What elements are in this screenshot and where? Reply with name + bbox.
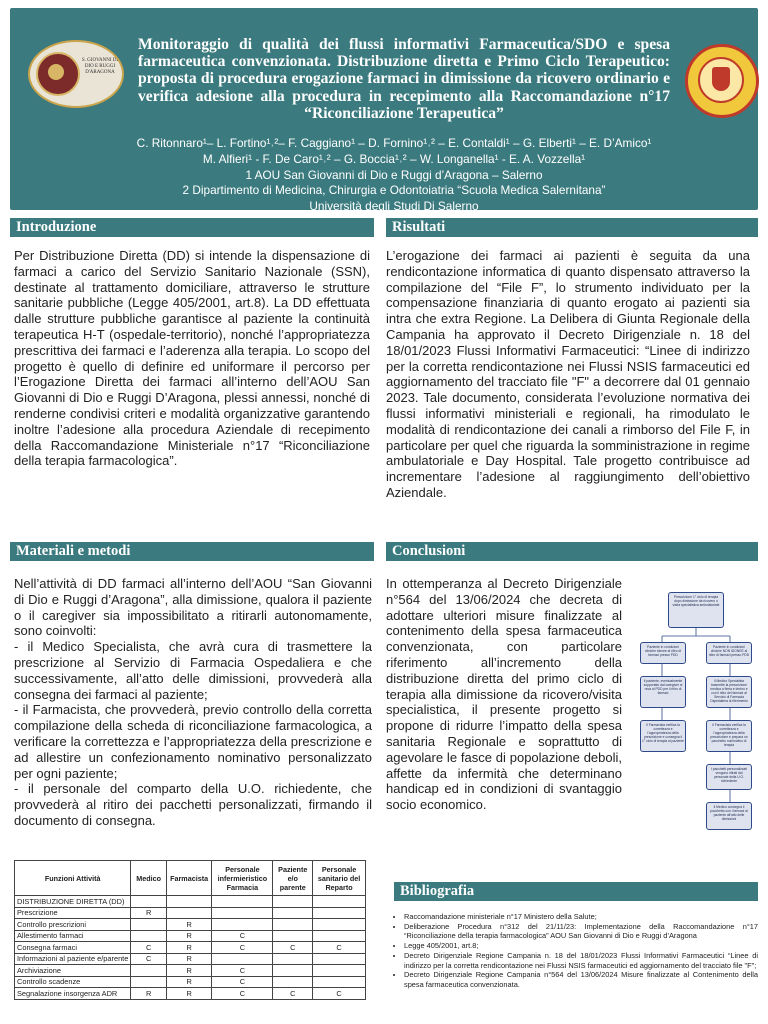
bibliography-item: • Legge 405/2001, art.8; bbox=[404, 941, 758, 951]
flowchart-node: Prescrizione 1° ciclo di terapia dopo dimissione da ricovero o visita specialistica ambulatoriale bbox=[668, 592, 724, 628]
role-cell bbox=[313, 896, 366, 908]
bibliography-item: • Decreto Dirigenziale Regione Campania n°564 del 13/06/2024 Misure finalizzate al Contenimento della spesa farmaceutica convenzionata. bbox=[404, 970, 758, 989]
role-cell bbox=[313, 965, 366, 977]
authors-block bbox=[90, 136, 698, 215]
section-heading-bibliografia: Bibliografia bbox=[394, 882, 758, 901]
role-cell: C bbox=[313, 988, 366, 1000]
column-header: Paziente e/o parente bbox=[273, 861, 313, 896]
flowchart-node: Il paziente, eventualmente supportato dal caregiver si reca al PDD per il ritiro di farmaci bbox=[640, 676, 686, 708]
role-cell bbox=[131, 965, 167, 977]
bibliography-list bbox=[394, 912, 758, 990]
flowchart-node: Il Farmacista verifica la correttezza e l’appropriatezza della prescrizione e consegna il 1° ciclo di terapia al paziente bbox=[640, 720, 686, 752]
bibliography-item: • Deliberazione Procedura n°312 del 21/11/23: Implementazione della Raccomandazione n°17 “Riconciliazione della terapia farmacologica” AOU San Giovanni di Dio e Ruggi d’Aragona bbox=[404, 922, 758, 941]
role-cell: R bbox=[166, 930, 211, 942]
affiliation: 1 AOU San Giovanni di Dio e Ruggi d’Aragona – Salerno bbox=[245, 167, 543, 182]
role-cell bbox=[313, 907, 366, 919]
responsibility-table bbox=[14, 860, 366, 1000]
paragraph: In ottemperanza al Decreto Dirigenziale n°564 del 13/06/2024 che decreta di adottare ulteriori misure finalizzate al contenimento della spesa farmaceutica convenzionata, con particolare riferimento all’incremento della distribuzione diretta del primo ciclo di terapia alla dimissione da ricovero/visita specialistica, il presente progetto si propone di ridurre l’impatto della spesa sanitaria Regionale e soprattutto di agevolare le fasce di popolazione deboli, affette da infermità che determinano handicap ed in condizioni di svantaggio socio economico. bbox=[386, 576, 622, 813]
conclusioni-text bbox=[386, 576, 622, 813]
column-header: Farmacista bbox=[166, 861, 211, 896]
paragraph: Per Distribuzione Diretta (DD) si intende la dispensazione di farmaci a carico del Servizio Sanitario Nazionale (SSN), destinate al trattamento domiciliare, attraverso le strutture sanitarie pubbliche (Legge 405/2001, art.8). La DD effettuata dalle strutture pubbliche garantisce al paziente la continuità terapeutica H-T (ospedale-territorio), nonché l’appropriatezza prescrittiva dei farmaci e l’aderenza alla terapia. Lo scopo del progetto è quello di definire ed uniformare il percorso per l’Erogazione Diretta dei farmaci all’interno dell’AOU San Giovanni di Dio e Ruggi D’Aragona, plessi annessi, nonché di renderne condivisi criteri e modalità organizzative garantendo inoltre l’adesione alla procedura Aziendale di recepimento della Raccomandazione Ministeriale n°17 “Riconciliazione della terapia farmacologica”. bbox=[14, 248, 370, 469]
role-cell bbox=[131, 896, 167, 908]
hospital-seal-icon bbox=[36, 52, 80, 96]
role-cell bbox=[313, 930, 366, 942]
section-heading-introduzione: Introduzione bbox=[10, 218, 374, 237]
activity-cell: Allestimento farmaci bbox=[15, 930, 131, 942]
role-cell bbox=[212, 919, 273, 931]
hospital-logo bbox=[28, 40, 124, 108]
table-row bbox=[15, 942, 366, 954]
procedure-flowchart bbox=[640, 588, 752, 854]
role-cell bbox=[273, 930, 313, 942]
activity-cell: Controllo prescrizioni bbox=[15, 919, 131, 931]
role-cell: C bbox=[131, 942, 167, 954]
role-cell: R bbox=[131, 988, 167, 1000]
role-cell: C bbox=[212, 965, 273, 977]
authors-line: M. Alfieri¹ - F. De Caro¹˒² – G. Boccia¹˒² – W. Longanella¹ - E. A. Vozzella¹ bbox=[202, 151, 586, 166]
activity-cell: DISTRIBUZIONE DIRETTA (DD) bbox=[15, 896, 131, 908]
poster-header bbox=[10, 8, 758, 214]
role-cell: C bbox=[273, 988, 313, 1000]
flowchart-node: Il Medico Specialista trasmette la prescrizione medica a firma e timbro e con il ritiro del farmaci al Servizio di Farmacia Ospedaliera di riferimento bbox=[706, 676, 752, 708]
activity-cell: Consegna farmaci bbox=[15, 942, 131, 954]
role-cell bbox=[131, 919, 167, 931]
role-cell: C bbox=[131, 953, 167, 965]
bibliography-item: • Raccomandazione ministeriale n°17 Ministero della Salute; bbox=[404, 912, 758, 922]
bibliography-item: • Decreto Dirigenziale Regione Campania n. 18 del 18/01/2023 Flussi Informativi Farmaceutici “Linee di indirizzo per la corretta rendicontazione nei Flussi NSIS farmaceutici ed aggiornamento del tracciato file "F"; bbox=[404, 951, 758, 970]
paragraph: L’erogazione dei farmaci ai pazienti è seguita da una rendicontazione informatica di quanto dispensato attraverso la compilazione del “File F”, lo strumento individuato per la compensazione finanziaria di quanto erogato ai pazienti sia intra che extra Regione. La Delibera di Giunta Regionale della Campania ha approvato il Decreto Dirigenziale n. 18 del 18/01/2023 Flussi Informativi Farmaceutici: “Linee di indirizzo per la corretta rendicontazione nei Flussi NSIS farmaceutici ed aggiornamento del tracciato file "F" a decorrere dal 01 gennaio 2023. Tale documento, considerata l’evoluzione normativa dei flussi informativi ministeriali e regionali, ha rimodulato le modalità di rendicontazione dei canali a rimborso del File F, in particolare per quel che riguarda la somministrazione in regime ambulatoriale e Day Hospital. Tale progetto contribuisce ad incrementare l’adesione al raggiungimento dell’obiettivo Aziendale. bbox=[386, 248, 750, 500]
authors-line: C. Ritonnaro¹– L. Fortino¹˒²– F. Caggiano¹ – D. Fornino¹˒² – E. Contaldi¹ – G. Elberti¹ – E. D’Amico¹ bbox=[136, 136, 652, 150]
role-cell: R bbox=[166, 942, 211, 954]
role-cell bbox=[313, 953, 366, 965]
activity-cell: Prescrizione bbox=[15, 907, 131, 919]
hospital-logo-text: S. GIOVANNI DI DIO E RUGGI D'ARAGONA bbox=[81, 58, 119, 75]
table-row bbox=[15, 965, 366, 977]
bibliography bbox=[394, 912, 758, 990]
affiliation: Università degli Studi Di Salerno bbox=[309, 199, 479, 214]
role-cell: C bbox=[212, 976, 273, 988]
column-header: Medico bbox=[131, 861, 167, 896]
role-cell: C bbox=[212, 988, 273, 1000]
role-cell: R bbox=[166, 919, 211, 931]
paragraph: - il Farmacista, che provvederà, previo controllo della corretta compilazione della scheda di riconciliazione farmacologica, a verificare la correttezza e l’appropriatezza della prescrizione e ad allestire un confezionamento nominativo personalizzato per ogni paziente; bbox=[14, 702, 372, 781]
table-header-row bbox=[15, 861, 366, 896]
flowchart-node: Il Medico consegna il pacchetto con i farmaci al paziente all’atto delle dimissioni bbox=[706, 802, 752, 830]
table-row bbox=[15, 976, 366, 988]
activity-cell: Segnalazione insorgenza ADR bbox=[15, 988, 131, 1000]
table-row bbox=[15, 907, 366, 919]
role-cell: C bbox=[212, 942, 273, 954]
poster-title: Monitoraggio di qualità dei flussi informativi Farmaceutica/SDO e spesa farmaceutica convenzionata. Distribuzione diretta e Primo Ciclo Terapeutico: proposta di procedura erogazione farmaci in dimissione da ricovero ordinario e verifica adesione alla procedura in recepimento alla Raccomandazione n°17 “Riconciliazione Terapeutica” bbox=[138, 36, 670, 122]
introduzione-text bbox=[14, 248, 370, 469]
table-row bbox=[15, 919, 366, 931]
flowchart-node: Paziente in condizioni cliniche idonee al ritiro di farmaci presso PDD bbox=[640, 642, 686, 664]
role-cell bbox=[212, 953, 273, 965]
role-cell bbox=[313, 919, 366, 931]
role-cell: R bbox=[166, 976, 211, 988]
role-cell: C bbox=[212, 930, 273, 942]
column-header: Personale infermieristico Farmacia bbox=[212, 861, 273, 896]
role-cell bbox=[273, 907, 313, 919]
role-cell bbox=[313, 976, 366, 988]
role-cell bbox=[212, 896, 273, 908]
section-heading-risultati: Risultati bbox=[386, 218, 758, 237]
activity-cell: Archiviazione bbox=[15, 965, 131, 977]
role-cell: C bbox=[273, 942, 313, 954]
university-seal-icon bbox=[685, 44, 759, 118]
role-cell bbox=[273, 976, 313, 988]
risultati-text bbox=[386, 248, 750, 501]
table-row bbox=[15, 896, 366, 908]
flowchart-node: I pacchetti personalizzati vengono ritirati dal personale della U.O. richiedente bbox=[706, 764, 752, 790]
role-cell bbox=[166, 896, 211, 908]
column-header: Personale sanitario del Reparto bbox=[313, 861, 366, 896]
role-cell: R bbox=[166, 965, 211, 977]
role-cell: R bbox=[166, 953, 211, 965]
role-cell bbox=[131, 930, 167, 942]
table-row bbox=[15, 930, 366, 942]
role-cell: R bbox=[166, 988, 211, 1000]
materiali-text bbox=[14, 576, 372, 829]
role-cell bbox=[273, 896, 313, 908]
role-cell bbox=[273, 965, 313, 977]
role-cell bbox=[131, 976, 167, 988]
role-cell: R bbox=[131, 907, 167, 919]
flowchart-node: Il Farmacista verifica la correttezza e l’appropriatezza della prescrizione e prepara un pacchetto nominativo di terapia bbox=[706, 720, 752, 752]
column-header: Funzioni Attività bbox=[15, 861, 131, 896]
role-cell bbox=[212, 907, 273, 919]
paragraph: - il Medico Specialista, che avrà cura di trasmettere la prescrizione al Servizio di Farmacia Ospedaliera e che successivamente, all’atto delle dimissioni, provvederà alla consegna dei farmaci al paziente; bbox=[14, 639, 372, 702]
paragraph: Nell’attività di DD farmaci all’interno dell’AOU “San Giovanni di Dio e Ruggi d’Aragona”, alla dimissione, qualora il paziente o il caregiver sia impossibilitato a ritirarli autonomamente, sono coinvolti: bbox=[14, 576, 372, 639]
activity-cell: Informazioni al paziente e/parente bbox=[15, 953, 131, 965]
section-heading-conclusioni: Conclusioni bbox=[386, 542, 758, 561]
section-heading-materiali: Materiali e metodi bbox=[10, 542, 374, 561]
table-row bbox=[15, 988, 366, 1000]
table-row bbox=[15, 953, 366, 965]
role-cell bbox=[166, 907, 211, 919]
role-cell bbox=[273, 953, 313, 965]
activity-cell: Controllo scadenze bbox=[15, 976, 131, 988]
affiliation: 2 Dipartimento di Medicina, Chirurgia e Odontoiatria “Scuola Medica Salernitana” bbox=[182, 183, 606, 198]
paragraph: - il personale del comparto della U.O. richiedente, che provvederà al ritiro dei pacchetti personalizzati, firmando il documento di consegna. bbox=[14, 781, 372, 828]
role-cell: C bbox=[313, 942, 366, 954]
role-cell bbox=[273, 919, 313, 931]
flowchart-node: Paziente in condizioni cliniche NON IDONEE al ritiro di farmaci presso PDD bbox=[706, 642, 752, 664]
